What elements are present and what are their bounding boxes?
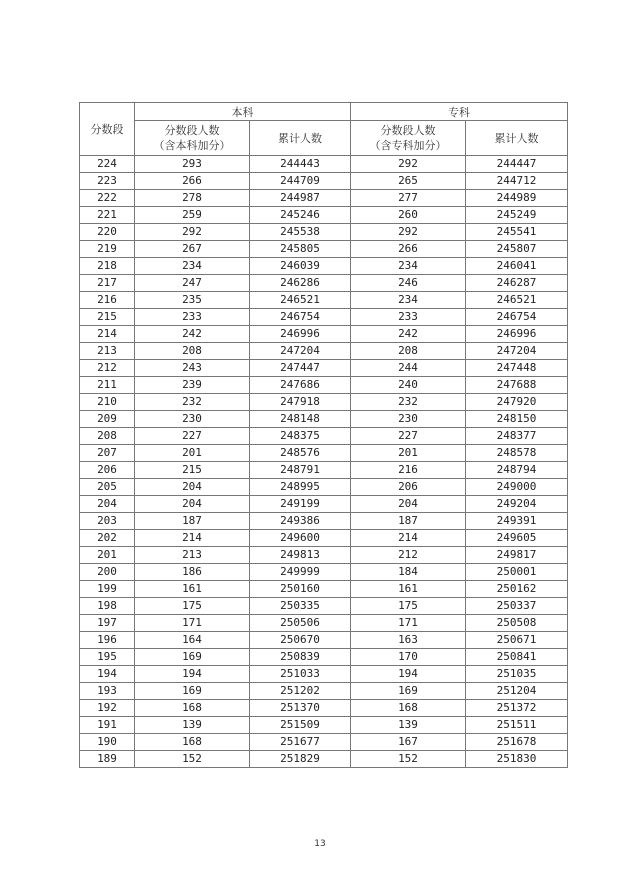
specialist-count-cell: 232: [351, 394, 466, 411]
score-distribution-table: [79, 102, 568, 768]
specialist-cumulative-cell: 251830: [466, 751, 568, 768]
specialist-cumulative-header: 累计人数: [466, 121, 568, 156]
specialist-cumulative-cell: 247448: [466, 360, 568, 377]
table-row: [80, 343, 568, 360]
score-cell: 213: [80, 343, 135, 360]
score-cell: 221: [80, 207, 135, 224]
score-cell: 210: [80, 394, 135, 411]
undergrad-count-cell: 214: [135, 530, 250, 547]
undergrad-cumulative-cell: 245805: [250, 241, 351, 258]
table-row: [80, 190, 568, 207]
specialist-cumulative-cell: 247688: [466, 377, 568, 394]
undergrad-cumulative-cell: 244987: [250, 190, 351, 207]
undergrad-cumulative-cell: 246039: [250, 258, 351, 275]
specialist-cumulative-cell: 249391: [466, 513, 568, 530]
undergrad-cumulative-cell: 249813: [250, 547, 351, 564]
undergrad-cumulative-cell: 251509: [250, 717, 351, 734]
score-cell: 201: [80, 547, 135, 564]
undergrad-cumulative-cell: 244709: [250, 173, 351, 190]
score-cell: 218: [80, 258, 135, 275]
undergrad-count-cell: 175: [135, 598, 250, 615]
table-row: [80, 156, 568, 173]
undergrad-cumulative-cell: 247447: [250, 360, 351, 377]
table-row: [80, 581, 568, 598]
specialist-cumulative-cell: 249605: [466, 530, 568, 547]
undergrad-count-cell: 194: [135, 666, 250, 683]
specialist-count-cell: 260: [351, 207, 466, 224]
specialist-count-cell: 277: [351, 190, 466, 207]
specialist-cumulative-cell: 250001: [466, 564, 568, 581]
undergrad-count-header-line1: 分数段人数: [164, 124, 220, 137]
specialist-count-cell: 242: [351, 326, 466, 343]
specialist-count-cell: 187: [351, 513, 466, 530]
specialist-cumulative-cell: 245249: [466, 207, 568, 224]
table-row: [80, 224, 568, 241]
undergrad-cumulative-header: 累计人数: [250, 121, 351, 156]
undergrad-count-cell: 266: [135, 173, 250, 190]
table-row: [80, 258, 568, 275]
table-row: [80, 564, 568, 581]
undergrad-cumulative-cell: 250670: [250, 632, 351, 649]
undergrad-count-cell: 161: [135, 581, 250, 598]
undergrad-cumulative-cell: 251829: [250, 751, 351, 768]
specialist-cumulative-cell: 245807: [466, 241, 568, 258]
table-row: [80, 615, 568, 632]
specialist-count-cell: 201: [351, 445, 466, 462]
undergrad-count-cell: 168: [135, 734, 250, 751]
undergrad-count-cell: 201: [135, 445, 250, 462]
specialist-count-cell: 167: [351, 734, 466, 751]
table-row: [80, 377, 568, 394]
specialist-count-cell: 171: [351, 615, 466, 632]
undergrad-count-cell: 213: [135, 547, 250, 564]
undergrad-count-cell: 187: [135, 513, 250, 530]
score-cell: 216: [80, 292, 135, 309]
score-cell: 223: [80, 173, 135, 190]
undergrad-count-header: [135, 121, 250, 156]
score-cell: 200: [80, 564, 135, 581]
table-row: [80, 445, 568, 462]
score-cell: 208: [80, 428, 135, 445]
specialist-count-cell: 139: [351, 717, 466, 734]
specialist-cumulative-cell: 247920: [466, 394, 568, 411]
specialist-count-cell: 212: [351, 547, 466, 564]
score-cell: 217: [80, 275, 135, 292]
score-cell: 190: [80, 734, 135, 751]
specialist-cumulative-cell: 245541: [466, 224, 568, 241]
undergrad-count-cell: 243: [135, 360, 250, 377]
undergrad-count-cell: 278: [135, 190, 250, 207]
undergrad-count-cell: 227: [135, 428, 250, 445]
specialist-count-cell: 161: [351, 581, 466, 598]
specialist-cumulative-cell: 250337: [466, 598, 568, 615]
table-row: [80, 683, 568, 700]
undergrad-cumulative-cell: 251033: [250, 666, 351, 683]
undergrad-cumulative-cell: 250160: [250, 581, 351, 598]
undergrad-cumulative-cell: 248995: [250, 479, 351, 496]
specialist-cumulative-cell: 250671: [466, 632, 568, 649]
undergrad-count-cell: 234: [135, 258, 250, 275]
specialist-cumulative-cell: 246996: [466, 326, 568, 343]
specialist-count-cell: 152: [351, 751, 466, 768]
specialist-cumulative-cell: 250841: [466, 649, 568, 666]
specialist-count-cell: 216: [351, 462, 466, 479]
undergrad-cumulative-cell: 248791: [250, 462, 351, 479]
specialist-cumulative-cell: 251511: [466, 717, 568, 734]
undergrad-cumulative-cell: 245538: [250, 224, 351, 241]
undergrad-cumulative-cell: 247686: [250, 377, 351, 394]
specialist-cumulative-cell: 251372: [466, 700, 568, 717]
score-cell: 215: [80, 309, 135, 326]
table-row: [80, 173, 568, 190]
undergrad-cumulative-cell: 246996: [250, 326, 351, 343]
table-row: [80, 496, 568, 513]
table-row: [80, 598, 568, 615]
table-row: [80, 360, 568, 377]
specialist-count-cell: 175: [351, 598, 466, 615]
undergrad-cumulative-cell: 249999: [250, 564, 351, 581]
specialist-count-cell: 168: [351, 700, 466, 717]
score-cell: 189: [80, 751, 135, 768]
table-row: [80, 292, 568, 309]
undergrad-count-cell: 242: [135, 326, 250, 343]
score-cell: 199: [80, 581, 135, 598]
specialist-cumulative-cell: 247204: [466, 343, 568, 360]
score-cell: 205: [80, 479, 135, 496]
specialist-cumulative-cell: 246521: [466, 292, 568, 309]
specialist-count-cell: 184: [351, 564, 466, 581]
table-row: [80, 547, 568, 564]
specialist-cumulative-cell: 251035: [466, 666, 568, 683]
undergrad-cumulative-cell: 248576: [250, 445, 351, 462]
table-row: [80, 462, 568, 479]
table-row: [80, 717, 568, 734]
specialist-cumulative-cell: 246754: [466, 309, 568, 326]
undergrad-cumulative-cell: 247204: [250, 343, 351, 360]
specialist-count-cell: 240: [351, 377, 466, 394]
score-cell: 214: [80, 326, 135, 343]
specialist-count-header: [351, 121, 466, 156]
undergrad-count-cell: 259: [135, 207, 250, 224]
specialist-count-cell: 170: [351, 649, 466, 666]
score-cell: 196: [80, 632, 135, 649]
undergrad-cumulative-cell: 248375: [250, 428, 351, 445]
table-row: [80, 649, 568, 666]
undergrad-cumulative-cell: 250839: [250, 649, 351, 666]
specialist-count-cell: 292: [351, 224, 466, 241]
undergrad-cumulative-cell: 247918: [250, 394, 351, 411]
specialist-count-header-line1: 分数段人数: [380, 124, 436, 137]
score-cell: 195: [80, 649, 135, 666]
undergrad-count-cell: 168: [135, 700, 250, 717]
score-cell: 203: [80, 513, 135, 530]
specialist-count-cell: 227: [351, 428, 466, 445]
undergrad-count-cell: 204: [135, 479, 250, 496]
specialist-count-cell: 214: [351, 530, 466, 547]
specialist-count-cell: 206: [351, 479, 466, 496]
undergrad-count-cell: 232: [135, 394, 250, 411]
table-row: [80, 632, 568, 649]
specialist-count-cell: 169: [351, 683, 466, 700]
table-row: [80, 751, 568, 768]
specialist-count-cell: 266: [351, 241, 466, 258]
undergrad-header: 本科: [135, 103, 351, 121]
specialist-header: 专科: [351, 103, 568, 121]
table-body: [80, 156, 568, 768]
table-row: [80, 241, 568, 258]
score-cell: 219: [80, 241, 135, 258]
undergrad-count-cell: 247: [135, 275, 250, 292]
table-row: [80, 734, 568, 751]
undergrad-cumulative-cell: 249199: [250, 496, 351, 513]
undergrad-count-cell: 171: [135, 615, 250, 632]
specialist-cumulative-cell: 246041: [466, 258, 568, 275]
undergrad-count-cell: 267: [135, 241, 250, 258]
specialist-cumulative-cell: 244447: [466, 156, 568, 173]
undergrad-cumulative-cell: 248148: [250, 411, 351, 428]
score-cell: 206: [80, 462, 135, 479]
score-cell: 207: [80, 445, 135, 462]
undergrad-count-cell: 293: [135, 156, 250, 173]
specialist-count-cell: 208: [351, 343, 466, 360]
undergrad-count-cell: 215: [135, 462, 250, 479]
undergrad-cumulative-cell: 244443: [250, 156, 351, 173]
undergrad-cumulative-cell: 250506: [250, 615, 351, 632]
score-cell: 209: [80, 411, 135, 428]
score-cell: 212: [80, 360, 135, 377]
specialist-count-header-line2: （含专科加分）: [369, 139, 447, 152]
specialist-cumulative-cell: 251204: [466, 683, 568, 700]
undergrad-cumulative-cell: 251677: [250, 734, 351, 751]
specialist-cumulative-cell: 248150: [466, 411, 568, 428]
specialist-count-cell: 230: [351, 411, 466, 428]
specialist-cumulative-cell: 248377: [466, 428, 568, 445]
undergrad-count-cell: 169: [135, 649, 250, 666]
undergrad-count-cell: 152: [135, 751, 250, 768]
score-band-header: 分数段: [80, 103, 135, 156]
undergrad-cumulative-cell: 246286: [250, 275, 351, 292]
undergrad-count-cell: 233: [135, 309, 250, 326]
score-cell: 192: [80, 700, 135, 717]
undergrad-count-cell: 169: [135, 683, 250, 700]
undergrad-count-cell: 292: [135, 224, 250, 241]
specialist-cumulative-cell: 246287: [466, 275, 568, 292]
specialist-cumulative-cell: 244989: [466, 190, 568, 207]
table-row: [80, 411, 568, 428]
specialist-cumulative-cell: 248794: [466, 462, 568, 479]
table-row: [80, 275, 568, 292]
table-row: [80, 666, 568, 683]
score-cell: 224: [80, 156, 135, 173]
score-cell: 211: [80, 377, 135, 394]
undergrad-count-cell: 164: [135, 632, 250, 649]
table-row: [80, 207, 568, 224]
table-row: [80, 309, 568, 326]
specialist-count-cell: 292: [351, 156, 466, 173]
specialist-count-cell: 234: [351, 292, 466, 309]
specialist-cumulative-cell: 250508: [466, 615, 568, 632]
specialist-count-cell: 244: [351, 360, 466, 377]
specialist-cumulative-cell: 249000: [466, 479, 568, 496]
undergrad-cumulative-cell: 251202: [250, 683, 351, 700]
score-cell: 220: [80, 224, 135, 241]
specialist-cumulative-cell: 251678: [466, 734, 568, 751]
undergrad-count-cell: 230: [135, 411, 250, 428]
table-row: [80, 530, 568, 547]
undergrad-cumulative-cell: 249600: [250, 530, 351, 547]
score-cell: 204: [80, 496, 135, 513]
undergrad-count-cell: 139: [135, 717, 250, 734]
table-row: [80, 513, 568, 530]
page-number: 13: [314, 839, 326, 849]
specialist-count-cell: 233: [351, 309, 466, 326]
table-row: [80, 428, 568, 445]
undergrad-cumulative-cell: 246754: [250, 309, 351, 326]
score-cell: 191: [80, 717, 135, 734]
undergrad-cumulative-cell: 251370: [250, 700, 351, 717]
score-cell: 198: [80, 598, 135, 615]
score-cell: 194: [80, 666, 135, 683]
score-cell: 222: [80, 190, 135, 207]
specialist-cumulative-cell: 248578: [466, 445, 568, 462]
undergrad-count-cell: 235: [135, 292, 250, 309]
undergrad-cumulative-cell: 245246: [250, 207, 351, 224]
specialist-cumulative-cell: 244712: [466, 173, 568, 190]
undergrad-count-header-line2: （含本科加分）: [153, 139, 231, 152]
specialist-count-cell: 246: [351, 275, 466, 292]
specialist-count-cell: 163: [351, 632, 466, 649]
specialist-cumulative-cell: 249817: [466, 547, 568, 564]
undergrad-cumulative-cell: 246521: [250, 292, 351, 309]
undergrad-cumulative-cell: 249386: [250, 513, 351, 530]
table-row: [80, 700, 568, 717]
score-cell: 202: [80, 530, 135, 547]
undergrad-count-cell: 208: [135, 343, 250, 360]
undergrad-count-cell: 186: [135, 564, 250, 581]
undergrad-count-cell: 239: [135, 377, 250, 394]
specialist-cumulative-cell: 250162: [466, 581, 568, 598]
specialist-count-cell: 194: [351, 666, 466, 683]
table-row: [80, 479, 568, 496]
undergrad-count-cell: 204: [135, 496, 250, 513]
score-cell: 197: [80, 615, 135, 632]
score-cell: 193: [80, 683, 135, 700]
table-row: [80, 326, 568, 343]
specialist-cumulative-cell: 249204: [466, 496, 568, 513]
table-row: [80, 394, 568, 411]
specialist-count-cell: 234: [351, 258, 466, 275]
specialist-count-cell: 204: [351, 496, 466, 513]
undergrad-cumulative-cell: 250335: [250, 598, 351, 615]
specialist-count-cell: 265: [351, 173, 466, 190]
